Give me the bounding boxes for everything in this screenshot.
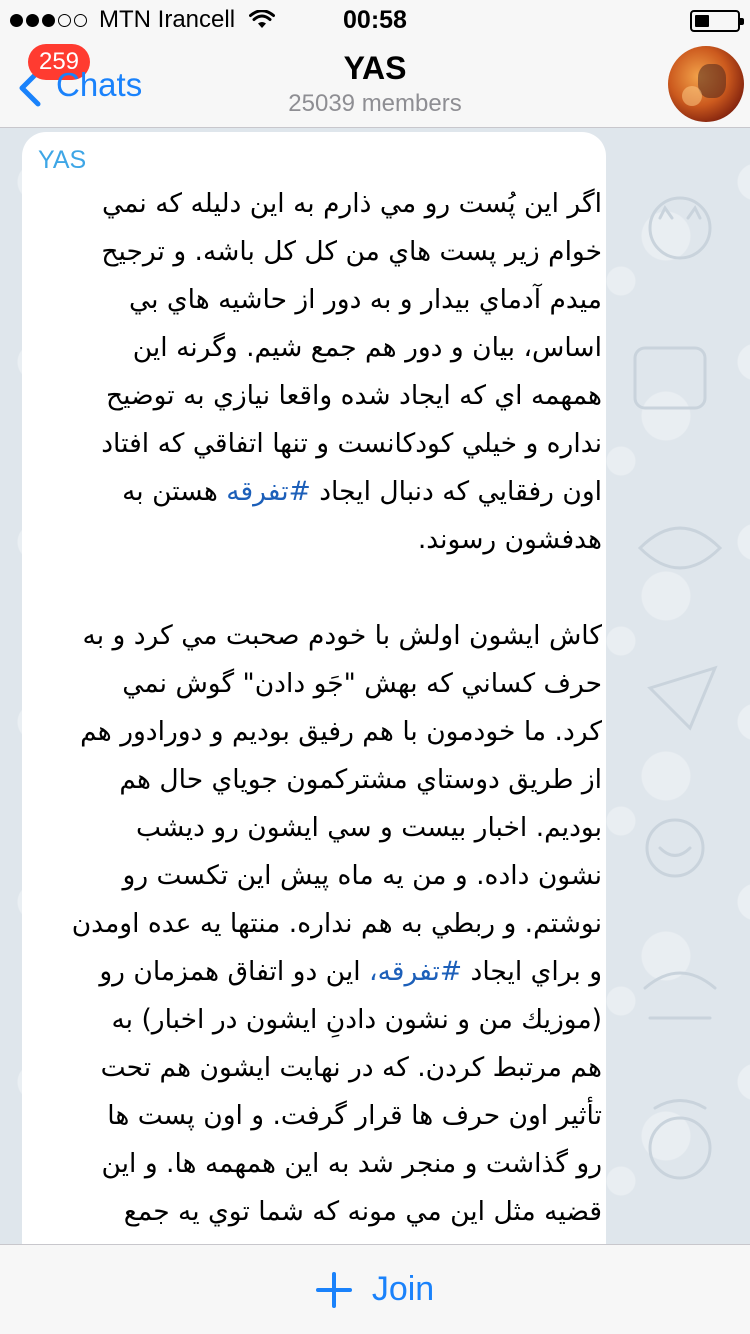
message-line: نداره و خيلي كودكانست و تنها اتفاقي كه افتاد xyxy=(101,428,602,459)
message-line: هم مرتبط كردن. كه در نهايت ايشون هم تحت xyxy=(100,1052,602,1083)
nav-bar xyxy=(0,40,750,128)
chat-background xyxy=(0,128,750,1244)
message-line: از طريق دوستاي مشتركمون جوياي حال هم xyxy=(119,764,602,795)
message-line xyxy=(36,468,602,516)
background-doodle-icon xyxy=(620,168,740,1244)
message-blank-line xyxy=(36,564,602,612)
message-line xyxy=(36,948,602,996)
message-line: حرف كساني كه بهش "جَو دادن" گوش نمي xyxy=(122,668,602,699)
message-line: هدفشون رسوند. xyxy=(417,524,602,555)
chat-title[interactable]: YAS xyxy=(343,50,407,86)
message-bubble[interactable] xyxy=(22,132,606,1244)
message-line: نشون داده. و من يه ماه پيش اين تكست رو xyxy=(122,860,602,891)
message-line-text: اين دو اتفاق همزمان رو xyxy=(99,956,361,987)
message-line: رو گذاشت و منجر شد به اين همهمه ها. و اين xyxy=(101,1148,602,1179)
message-line-text: هستن به xyxy=(122,476,218,507)
back-button[interactable]: Chats xyxy=(56,66,143,103)
message-line: اساس، بيان و دور هم جمع شيم. وگرنه اين xyxy=(132,332,602,363)
message-line: كرد. ما خودمون با هم رفيق بوديم و دورادور هم xyxy=(80,716,602,747)
message-line: نوشتم. و ربطي به هم نداره. منتها يه عده اومدن xyxy=(71,908,602,939)
unread-badge: 259 xyxy=(28,44,90,80)
carrier-name: MTN Irancell xyxy=(99,6,236,33)
members-count: 25039 members xyxy=(288,90,462,117)
status-bar xyxy=(0,0,750,40)
message-line: كاش ايشون اولش با خودم صحبت مي كرد و به xyxy=(82,620,602,651)
battery-icon xyxy=(690,10,740,32)
message-line: بوديم. اخبار بيست و سي ايشون رو ديشب xyxy=(136,812,602,843)
message-line: ميدم آدماي بيدار و به دور از حاشيه هاي بي xyxy=(129,284,602,315)
join-bar[interactable] xyxy=(0,1244,750,1334)
hashtag-link[interactable]: #تفرقه xyxy=(226,476,311,507)
message-text xyxy=(36,180,602,1244)
message-line: (موزيك من و نشون دادنِ ايشون در اخبار) به xyxy=(111,1004,602,1035)
message-line xyxy=(36,1236,602,1244)
plus-icon[interactable] xyxy=(316,1272,352,1308)
message-line-text: و براي ايجاد xyxy=(470,956,602,987)
message-line: تأثير اون حرف ها قرار گرفت. و اون پست ها xyxy=(107,1100,602,1131)
channel-avatar[interactable] xyxy=(668,46,744,122)
join-button[interactable]: Join xyxy=(371,1270,435,1308)
message-line: اگر اين پُست رو مي ذارم به اين دليله كه نمي xyxy=(102,188,602,219)
message-line: قضيه مثل اين مي مونه كه شما توي يه جمع xyxy=(123,1196,602,1227)
message-line: همهمه اي كه ايجاد شده واقعا نيازي به توضيح xyxy=(106,380,602,411)
message-sender[interactable]: YAS xyxy=(38,146,87,174)
hashtag-link[interactable]: #تفرقه، xyxy=(369,956,463,987)
status-time: 00:58 xyxy=(343,6,407,34)
message-line-text: اون رفقايي كه دنبال ايجاد xyxy=(319,476,602,507)
message-line: خوام زير پست هاي من كل كل باشه. و ترجيح xyxy=(101,236,602,267)
